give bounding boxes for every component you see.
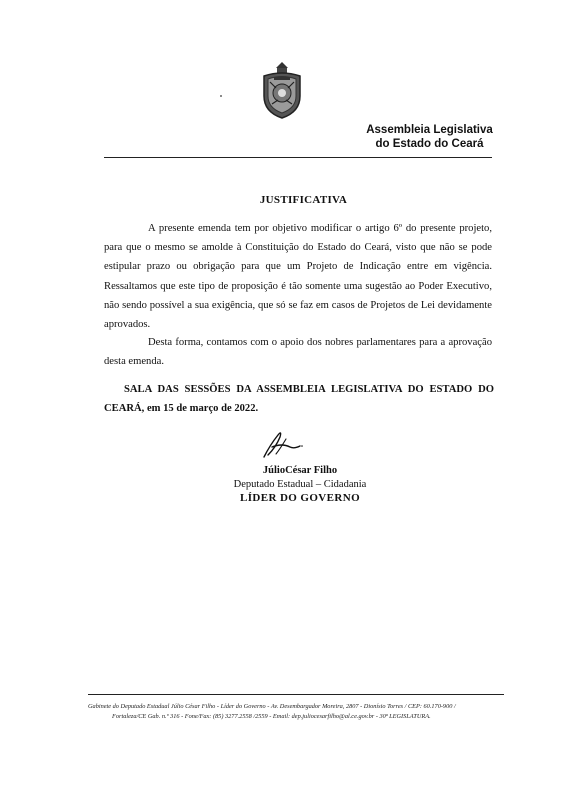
document-title: JUSTIFICATIVA [259,194,348,206]
footer-divider [88,694,504,695]
signer-name: JúlioCésar Filho [262,465,338,476]
session-statement: SALA DAS SESSÕES DA ASSEMBLEIA LEGISLATIVA DO ESTADO DO CEARÁ, em 15 de março de 2022. [104,384,494,414]
justification-paragraph-2: Desta forma, contamos com o apoio dos nobres parlamentares para a aprovação desta emenda. [104,337,492,368]
header-divider [104,157,492,158]
institution-name-line2: do Estado do Ceará [375,138,484,150]
scan-speck [220,95,222,97]
signer-title: LÍDER DO GOVERNO [239,492,361,504]
footer-address-line2: Fortaleza/CE Gab. n.º 316 - Fone/Fax: (85) 3277.2558 /2559 - Email: dep.juliocesarfilho@al.ce.gov.br - 30ª LEGISLATURA. [112,713,431,720]
state-coat-of-arms-icon [258,60,306,120]
institution-name-line1: Assembleia Legislativa [366,124,493,136]
justification-paragraph-1: A presente emenda tem por objetivo modificar o artigo 6º do presente projeto, para que o mesmo se amolde à Constituição do Estado do Ceará, visto que não se pode estipular prazo ou obrigação para que um Projeto de Indicação entre em vigência. Ressaltamos que este tipo de proposição é tão somente uma sugestão ao Poder Executivo, não sendo possível a sua exigência, que só se faz em casos de Projetos de Lei devidamente aprovados. [104,223,492,331]
footer-address-line1: Gabinete do Deputado Estadual Júlio César Filho - Líder do Governo - Av. Desembargador Moreira, 2807 - Dionísio Torres / CEP: 60.170-900 / [88,703,456,710]
signer-role: Deputado Estadual – Cidadania [233,479,367,490]
handwritten-signature [256,427,306,461]
